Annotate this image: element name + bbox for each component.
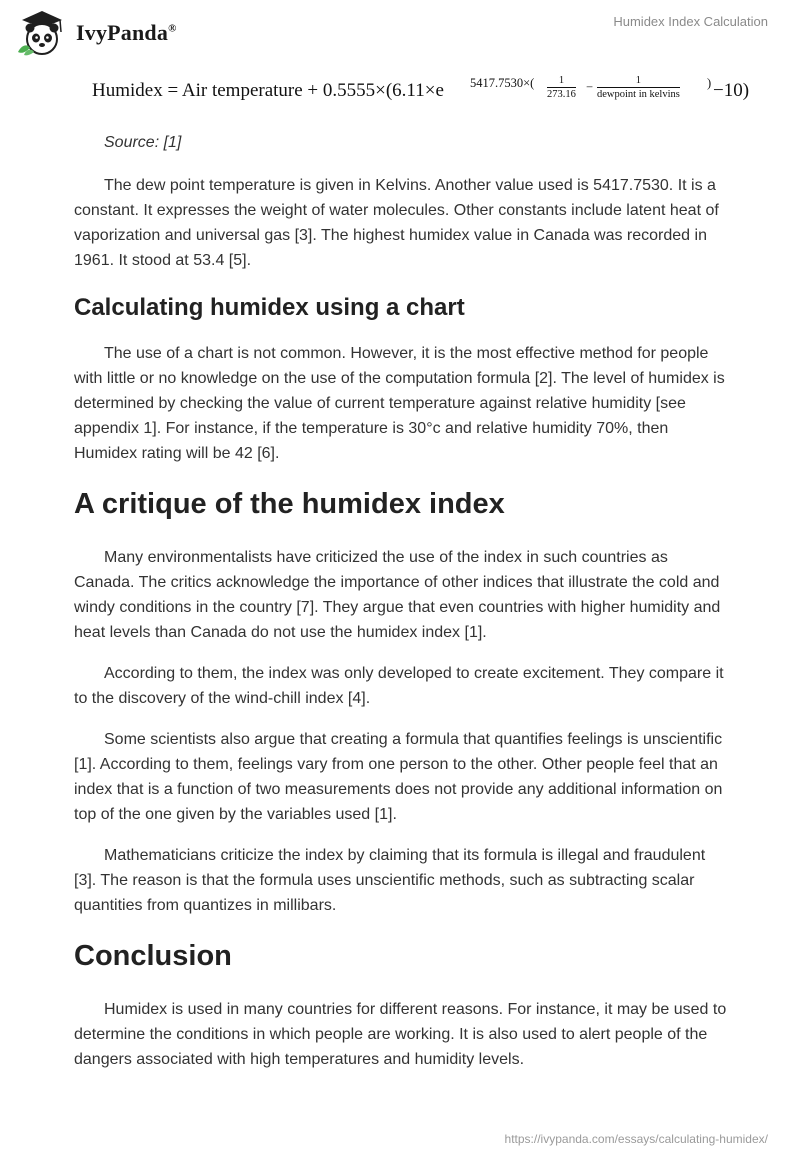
formula-minus: − bbox=[586, 80, 594, 94]
heading-conclusion: Conclusion bbox=[74, 940, 232, 972]
paragraph: Mathematicians criticize the index by claiming that its formula is illegal and fraudulent [3]. The reason is that the formula uses unscientific methods, such as subtracting scalar quantities from quantizes in millibars. bbox=[74, 847, 706, 914]
paragraph: Many environmentalists have criticized the use of the index in such countries as Canada. The critics acknowledge the importance of other indices that illustrate the cold and windy conditions in the country [7]. They argue that even countries with higher humidity and heat levels than Canada do not use the humidex index [1]. bbox=[74, 549, 721, 641]
paragraph: Some scientists also argue that creating a formula that quantifies feelings is unscientific [1]. According to them, feelings vary from one person to the other. Other people feel that an index that is a function of two measurements does not provide any additional information on top of the one given by the variables used [1]. bbox=[74, 731, 723, 823]
panda-graduate-icon bbox=[14, 8, 70, 58]
heading-critique: A critique of the humidex index bbox=[74, 488, 505, 520]
paragraph: The dew point temperature is given in Kelvins. Another value used is 5417.7530. It is a constant. It expresses the weight of water molecules. Other constants include latent heat of vaporization and universal gas [3]. The highest humidex value in Canada was recorded in 1961. It stood at 53.4 [5]. bbox=[74, 177, 719, 269]
article-body bbox=[74, 173, 728, 1072]
ivypanda-logo[interactable] bbox=[14, 8, 177, 58]
formula-base: Humidex = Air temperature + 0.5555×(6.11×e bbox=[92, 80, 444, 101]
page-header bbox=[0, 0, 800, 70]
paragraph: According to them, the index was only developed to create excitement. They compare it to the discovery of the wind-chill index [4]. bbox=[74, 665, 724, 707]
formula-exponent-close: ) bbox=[707, 76, 712, 90]
formula-fraction-1: 1 273.16 bbox=[547, 76, 576, 100]
formula-exponent-constant: 5417.7530×( bbox=[470, 76, 535, 90]
formula-source: Source: [1] bbox=[104, 134, 182, 151]
paragraph: The use of a chart is not common. However, it is the most effective method for people with little or no knowledge on the use of the computation formula [2]. The level of humidex is determined by checking the value of current temperature against relative humidity [see appendix 1]. For instance, if the temperature is 30°c and relative humidity 70%, then Humidex rating will be 42 [6]. bbox=[74, 345, 725, 462]
source-url[interactable]: https://ivypanda.com/essays/calculating-humidex/ bbox=[504, 1132, 768, 1146]
heading-calculating-chart: Calculating humidex using a chart bbox=[74, 294, 465, 321]
paragraph: Humidex is used in many countries for different reasons. For instance, it may be used to determine the conditions in which people are working. It is also used to alert people of the dangers associated with high temperatures and humidity levels. bbox=[74, 1001, 727, 1068]
document-title: Humidex Index Calculation bbox=[613, 14, 768, 29]
formula-tail: −10) bbox=[713, 80, 750, 101]
formula-fraction-2: 1 dewpoint in kelvins bbox=[597, 76, 680, 100]
brand-name: IvyPanda® bbox=[76, 20, 177, 45]
humidex-formula bbox=[92, 76, 752, 108]
